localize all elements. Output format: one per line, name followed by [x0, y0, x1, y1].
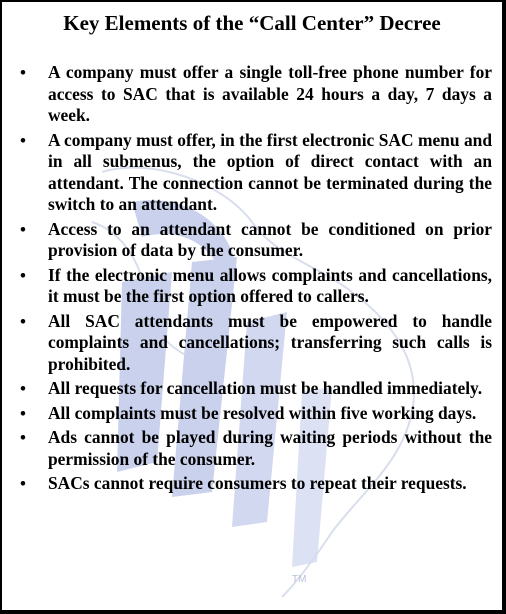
list-item — [12, 378, 492, 400]
list-item — [12, 427, 492, 470]
bullet-icon: • — [20, 403, 26, 423]
bullet-icon: • — [20, 474, 26, 493]
list-item — [12, 403, 492, 425]
list-item-text: SACs cannot require consumers to repeat their requests. — [48, 473, 467, 493]
bullet-icon: • — [20, 219, 26, 239]
list-item-text: All complaints must be resolved within five working days. — [48, 402, 477, 423]
list-item — [12, 473, 492, 495]
bullet-icon: • — [20, 428, 26, 447]
bullet-icon: • — [20, 63, 26, 82]
list-item-text: If the electronic menu allows complaints and cancellations, it must be the first option offered to callers. — [48, 264, 492, 306]
list-item — [12, 130, 492, 216]
page-title: Key Elements of the “Call Center” Decree — [63, 11, 441, 35]
list-item-text: All requests for cancellation must be handled immediately. — [48, 378, 483, 398]
bullet-icon: • — [20, 130, 26, 150]
list-item — [12, 265, 492, 308]
list-item-text: Access to an attendant cannot be conditioned on prior provision of data by the consumer. — [48, 218, 492, 260]
list-item — [12, 219, 492, 262]
list-item — [12, 311, 492, 376]
list-item-text: A company must offer, in the first electronic SAC menu and in all submenus, the option of direct contact with an attendant. The connection cannot be terminated during the switch to an attendant. — [48, 129, 492, 214]
bullet-icon: • — [20, 379, 26, 398]
list-item-text: A company must offer a single toll-free phone number for access to SAC that is available 24 hours a day, 7 days a week. — [48, 62, 492, 125]
list-item-text: Ads cannot be played during waiting periods without the permission of the consumer. — [48, 427, 492, 469]
list-item — [12, 62, 492, 127]
list-item-text: All SAC attendants must be empowered to handle complaints and cancellations; transferring such calls is prohibited. — [48, 310, 492, 374]
bullet-icon: • — [20, 265, 26, 285]
trademark-mark: TM — [292, 574, 307, 585]
bullet-icon: • — [20, 311, 26, 331]
key-elements-list — [12, 62, 492, 498]
